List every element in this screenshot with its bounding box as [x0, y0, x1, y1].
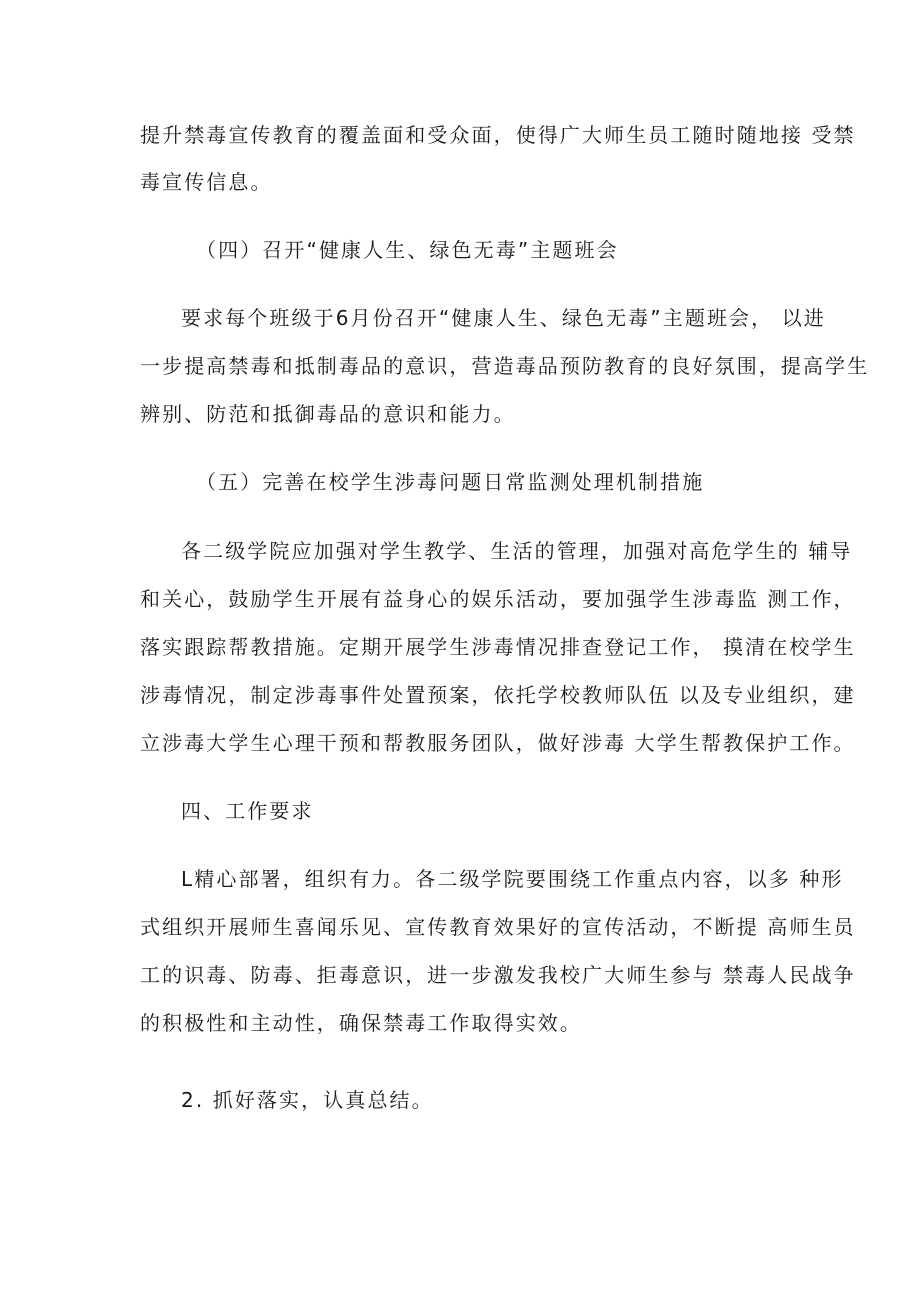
body-text-line: 落实跟踪帮教措施。定期开展学生涉毒情况排查登记工作， 摸清在校学生: [140, 635, 856, 659]
chapter-heading-work-requirements: 四、工作要求: [181, 799, 314, 823]
body-text-line: 提升禁毒宣传教育的覆盖面和受众面，使得广大师生员工随时随地接 受禁: [140, 123, 856, 147]
section-heading-4: （四）召开“健康人生、绿色无毒”主题班会: [196, 238, 619, 262]
body-text-line: 各二级学院应加强对学生教学、生活的管理，加强对高危学生的 辅导: [181, 539, 853, 563]
body-text-line: 立涉毒大学生心理干预和帮教服务团队，做好涉毒 大学生帮教保护工作。: [140, 731, 856, 755]
list-item-2: 2. 抓好落实，认真总结。: [181, 1088, 434, 1112]
body-text-line: 要求每个班级于6月份召开“健康人生、绿色无毒”主题班会， 以进: [181, 306, 826, 330]
body-text-line: 和关心，鼓励学生开展有益身心的娱乐活动，要加强学生涉毒监 测工作，: [140, 587, 856, 611]
body-text-line: 一步提高禁毒和抵制毒品的意识，营造毒品预防教育的良好氛围，提高学生: [140, 354, 870, 378]
body-text-line: L精心部署，组织有力。各二级学院要围绕工作重点内容，以多 种形: [181, 867, 844, 891]
body-text-line: 工的识毒、防毒、拒毒意识，进一步激发我校广大师生参与 禁毒人民战争: [140, 963, 856, 987]
section-heading-5: （五）完善在校学生涉毒问题日常监测处理机制措施: [196, 470, 705, 494]
body-text-line: 辨别、防范和抵御毒品的意识和能力。: [140, 402, 516, 426]
body-text-line: 毒宣传信息。: [140, 170, 273, 194]
body-text-line: 式组织开展师生喜闻乐见、宣传教育效果好的宣传活动，不断提 高师生员: [140, 915, 856, 939]
body-text-line: 涉毒情况，制定涉毒事件处置预案，依托学校教师队伍 以及专业组织，建: [140, 683, 856, 707]
body-text-line: 的积极性和主动性，确保禁毒工作取得实效。: [140, 1011, 582, 1035]
